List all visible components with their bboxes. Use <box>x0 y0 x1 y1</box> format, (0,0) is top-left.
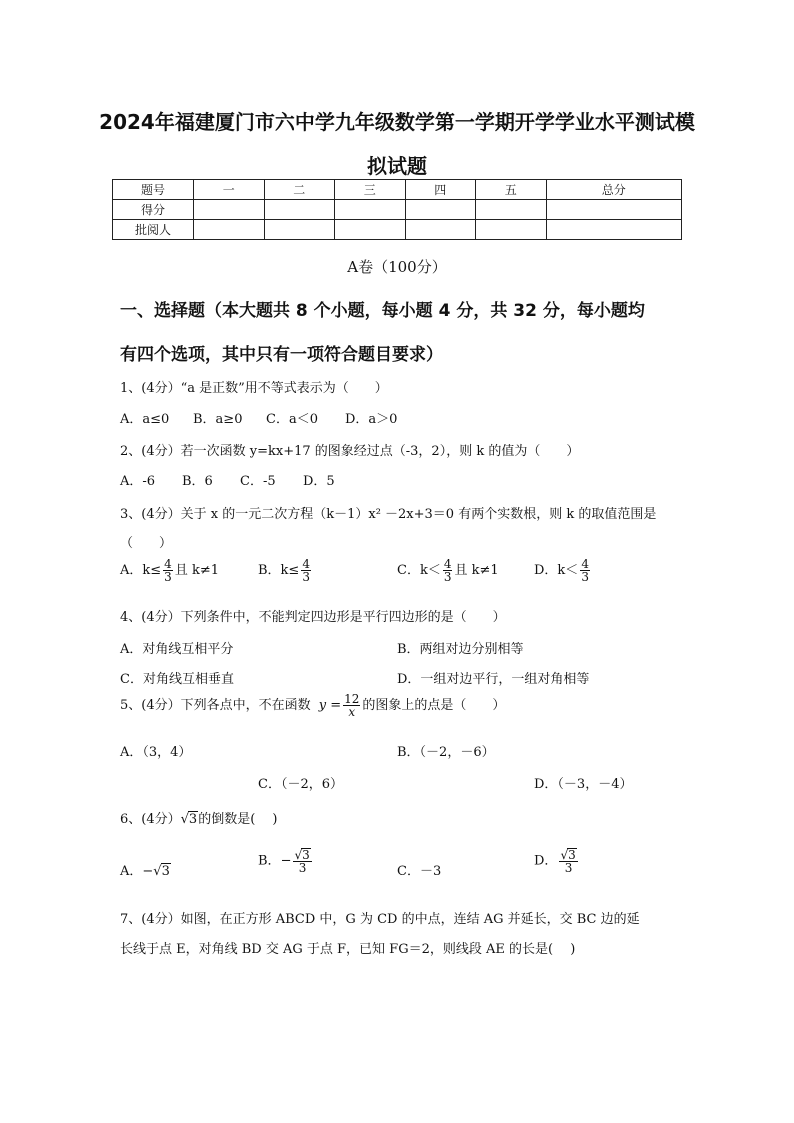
sqrt-symbol: √ <box>153 864 162 879</box>
q4-option-c[interactable]: C．对角线互相垂直 <box>120 672 234 687</box>
fraction-denominator: x <box>348 705 356 719</box>
q6-option-b[interactable] <box>258 848 314 874</box>
q5-stem-text: 5、(4分）下列各点中，不在函数 <box>120 698 311 713</box>
q1-option-a[interactable]: A．a≤0 <box>120 412 170 427</box>
score-cell[interactable] <box>194 200 265 220</box>
q3-option-b-text: B．k≤ <box>258 563 300 578</box>
section-heading-line2: 有四个选项，其中只有一项符合题目要求） <box>120 345 443 365</box>
fraction-denominator: 3 <box>581 570 589 584</box>
q1-option-d[interactable]: D．a＞0 <box>345 412 398 427</box>
fraction-denominator: 3 <box>302 570 310 584</box>
score-cell[interactable] <box>546 220 682 240</box>
doc-title-line1: 2024年福建厦门市六中学九年级数学第一学期开学学业水平测试模 <box>99 110 695 134</box>
sqrt-radicand: 3 <box>161 864 170 879</box>
fraction <box>559 848 577 874</box>
fraction-numerator: 4 <box>443 557 452 571</box>
sqrt-radicand: 3 <box>302 848 310 862</box>
minus-sign: − <box>142 864 154 879</box>
q3-option-d[interactable] <box>534 558 592 583</box>
q2-option-c[interactable]: C．-5 <box>240 474 276 489</box>
q3-option-d-text: D．k＜ <box>534 563 579 578</box>
doc-title-line2: 拟试题 <box>367 154 427 178</box>
fraction <box>343 693 360 718</box>
score-table-row <box>113 200 682 220</box>
score-cell[interactable] <box>476 200 547 220</box>
q5-stem-suffix: 的图象上的点是（ ） <box>362 698 506 713</box>
question-7-line2: 长线于点 E，对角线 BD 交 AG 于点 F，已知 FG＝2，则线段 AE 的长是( ) <box>120 942 576 957</box>
q6-option-b-label: B． <box>258 853 281 869</box>
fraction-numerator: 4 <box>164 557 172 571</box>
minus-sign: − <box>280 853 292 869</box>
fraction-denominator: 3 <box>443 570 452 584</box>
score-cell[interactable] <box>405 220 476 240</box>
question-3-paren: （ ） <box>120 536 173 551</box>
score-table-header: 四 <box>405 180 476 200</box>
fraction-denominator: 3 <box>164 570 172 584</box>
fraction-denominator: 3 <box>298 861 307 875</box>
q6-stem-suffix: 的倒数是( ) <box>198 812 278 827</box>
q6-option-d[interactable] <box>534 848 580 874</box>
question-2-stem: 2、(4分）若一次函数 y=kx+17 的图象经过点（-3，2），则 k 的值为（ ） <box>120 444 580 459</box>
q1-option-c[interactable]: C．a＜0 <box>266 412 318 427</box>
sqrt-radicand: 3 <box>188 812 198 827</box>
q3-option-b[interactable] <box>258 558 313 583</box>
score-cell[interactable] <box>405 200 476 220</box>
q4-option-b[interactable]: B．两组对边分别相等 <box>397 642 524 657</box>
paper-label: A卷（100分） <box>347 258 447 276</box>
section-heading-line1: 一、选择题（本大题共 8 个小题，每小题 4 分，共 32 分，每小题均 <box>120 301 645 321</box>
question-6-stem <box>120 808 277 827</box>
fraction-numerator <box>293 848 311 862</box>
score-table-header: 一 <box>194 180 265 200</box>
question-7-line1: 7、(4分）如图，在正方形 ABCD 中，G 为 CD 的中点，连结 AG 并延长，交 BC 边的延 <box>120 912 640 927</box>
q5-option-a[interactable]: A．（3，4） <box>120 745 192 760</box>
question-4-stem: 4、(4分）下列条件中，不能判定四边形是平行四边形的是（ ） <box>120 610 506 625</box>
score-table <box>112 179 682 240</box>
q2-option-a[interactable]: A．-6 <box>120 474 156 489</box>
q3-option-c[interactable] <box>397 558 499 583</box>
fraction-numerator <box>559 848 577 862</box>
score-table-row <box>113 220 682 240</box>
score-table-row-label: 批阅人 <box>113 220 194 240</box>
q2-option-d[interactable]: D．5 <box>303 474 335 489</box>
score-cell[interactable] <box>194 220 265 240</box>
q3-option-a-text: A．k≤ <box>120 563 162 578</box>
fraction-numerator: 4 <box>302 557 310 571</box>
score-cell[interactable] <box>264 200 335 220</box>
score-table-header: 五 <box>476 180 547 200</box>
question-5-stem <box>120 693 505 718</box>
score-table-header: 三 <box>335 180 406 200</box>
fraction <box>293 848 311 874</box>
fraction-denominator: 3 <box>564 861 573 875</box>
q3-option-a[interactable] <box>120 558 219 583</box>
q5-option-c[interactable]: C．（－2，6） <box>258 777 343 792</box>
score-cell[interactable] <box>546 200 682 220</box>
score-table-header: 题号 <box>113 180 194 200</box>
question-3-stem: 3、(4分）关于 x 的一元二次方程（k－1）x² －2x+3＝0 有两个实数根，则 k 的取值范围是 <box>120 507 657 522</box>
q2-option-b[interactable]: B．6 <box>182 474 213 489</box>
score-table-header: 总分 <box>546 180 682 200</box>
score-cell[interactable] <box>335 200 406 220</box>
fraction <box>580 558 590 583</box>
q5-option-d[interactable]: D．（－3，－4） <box>534 777 633 792</box>
fraction <box>443 558 453 583</box>
q1-option-b[interactable]: B．a≥0 <box>193 412 243 427</box>
score-table-row-label: 得分 <box>113 200 194 220</box>
q3-option-c-text: C．k＜ <box>397 563 441 578</box>
score-table-header: 二 <box>264 180 335 200</box>
q5-option-b[interactable]: B．（－2，－6） <box>397 745 495 760</box>
q3-option-c-suffix: 且 k≠1 <box>454 563 499 578</box>
sqrt-symbol: √ <box>180 812 189 827</box>
q4-option-d[interactable]: D．一组对边平行，一组对角相等 <box>397 672 590 687</box>
question-1-stem: 1、(4分）“a 是正数”用不等式表示为（ ） <box>120 381 388 396</box>
q6-option-d-label: D． <box>534 853 558 869</box>
fraction <box>163 558 173 583</box>
q6-option-a[interactable] <box>120 860 171 879</box>
fraction <box>301 558 311 583</box>
score-cell[interactable] <box>335 220 406 240</box>
q3-option-a-suffix: 且 k≠1 <box>174 563 219 578</box>
score-cell[interactable] <box>476 220 547 240</box>
q6-option-c[interactable]: C．－3 <box>397 864 442 879</box>
score-cell[interactable] <box>264 220 335 240</box>
q5-function-y: y = <box>318 698 342 713</box>
q4-option-a[interactable]: A．对角线互相平分 <box>120 642 234 657</box>
q6-option-a-label: A． <box>120 864 143 879</box>
sqrt-radicand: 3 <box>568 848 576 862</box>
sqrt-symbol: √ <box>294 848 303 862</box>
fraction-numerator: 4 <box>581 557 589 571</box>
fraction-numerator: 12 <box>344 692 360 706</box>
sqrt-symbol: √ <box>560 848 569 862</box>
score-table-header-row <box>113 180 682 200</box>
q6-stem-text: 6、(4分） <box>120 812 181 827</box>
